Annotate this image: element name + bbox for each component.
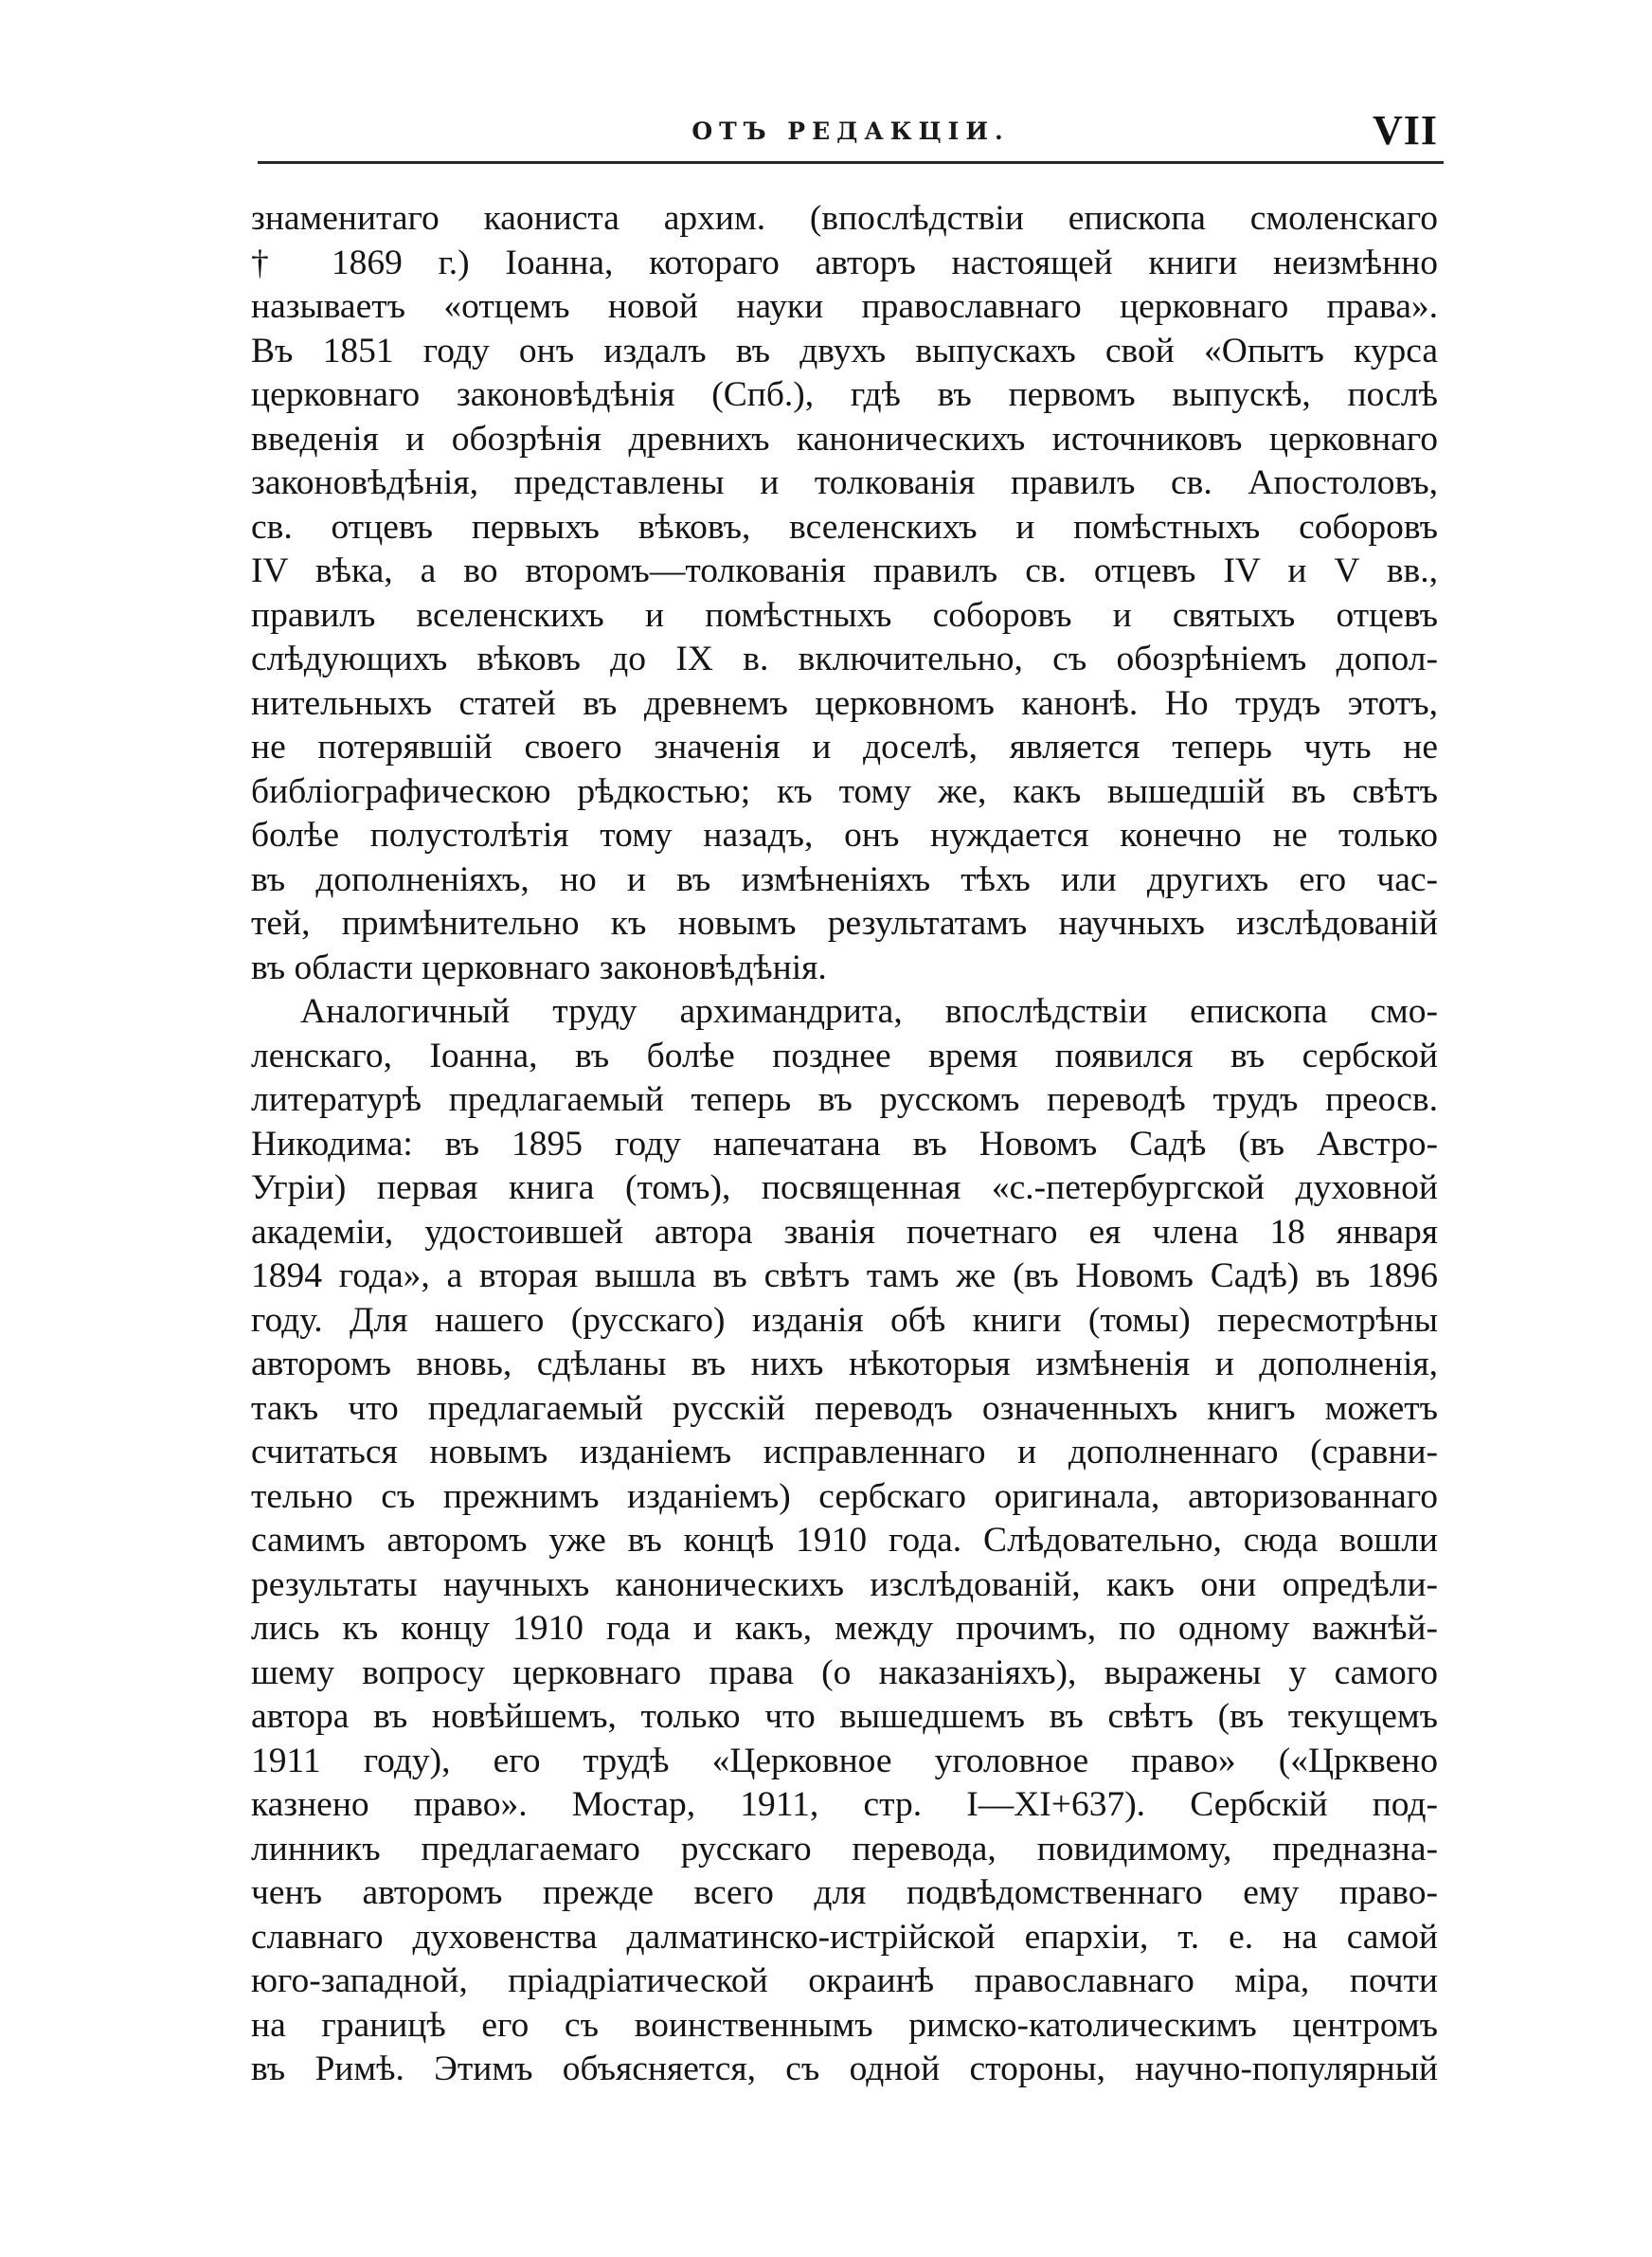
- text-line: тей, примѣнительно къ новымъ результатамъ научныхъ изслѣдованій: [251, 904, 1438, 943]
- text-line: авторомъ вновь, сдѣланы въ нихъ нѣкоторыя измѣненія и дополненія,: [251, 1345, 1438, 1383]
- header-rule: [258, 161, 1444, 164]
- text-line: ченъ авторомъ прежде всего для подвѣдомственнаго ему право-: [251, 1873, 1438, 1912]
- text-line: нительныхъ статей въ древнемъ церковномъ канонѣ. Но трудъ этотъ,: [251, 683, 1438, 723]
- text-line: 1894 года», а вторая вышла въ свѣтъ тамъ же (въ Новомъ Садѣ) въ 1896: [251, 1256, 1438, 1295]
- body-text: [251, 197, 1438, 2092]
- text-line: знаменитаго каониста архим. (впослѣдствіи епископа смоленскаго: [251, 199, 1438, 238]
- text-line: результаты научныхъ каноническихъ изслѣдованій, какъ они опредѣли-: [251, 1564, 1438, 1604]
- text-line: на границѣ его съ воинственнымъ римско-католическимъ центромъ: [251, 2005, 1438, 2045]
- text-line: библіографическою рѣдкостью; къ тому же, какъ вышедшій въ свѣтъ: [251, 771, 1438, 811]
- text-line: автора въ новѣйшемъ, только что вышедшемъ въ свѣтъ (въ текущемъ: [251, 1697, 1438, 1736]
- text-line: болѣе полустолѣтія тому назадъ, онъ нуждается конечно не только: [251, 816, 1438, 855]
- text-line: считаться новымъ изданіемъ исправленнаго и дополненнаго (сравни-: [251, 1433, 1438, 1472]
- text-line: тельно съ прежнимъ изданіемъ) сербскаго оригинала, авторизованнаго: [251, 1476, 1438, 1516]
- text-line: лись къ концу 1910 года и какъ, между прочимъ, по одному важнѣй-: [251, 1609, 1438, 1648]
- text-line: линникъ предлагаемаго русскаго перевода, повидимому, предназна-: [251, 1829, 1438, 1869]
- text-line: слѣдующихъ вѣковъ до IX в. включительно, съ обозрѣніемъ допол-: [251, 640, 1438, 678]
- text-line: Угріи) первая книга (томъ), посвященная «с.-петербургской духовной: [251, 1168, 1438, 1207]
- running-head: ОТЪ РЕДАКЦІИ.: [691, 117, 1010, 145]
- text-line: не потерявшій своего значенія и доселѣ, является теперь чуть не: [251, 728, 1438, 767]
- text-line: законовѣдѣнія, представлены и толкованія правилъ св. Апостоловъ,: [251, 463, 1438, 502]
- text-line: правилъ вселенскихъ и помѣстныхъ соборовъ и святыхъ отцевъ: [251, 595, 1438, 635]
- text-line: св. отцевъ первыхъ вѣковъ, вселенскихъ и помѣстныхъ соборовъ: [251, 507, 1438, 547]
- page-header: [258, 107, 1444, 169]
- text-line: церковнаго законовѣдѣнія (Спб.), гдѣ въ первомъ выпускѣ, послѣ: [251, 375, 1438, 414]
- paragraph: [251, 990, 1438, 2092]
- text-line: Въ 1851 году онъ издалъ въ двухъ выпускахъ свой «Опытъ курса: [251, 331, 1438, 370]
- paragraph: [251, 197, 1438, 990]
- text-line: 1911 году), его трудѣ «Церковное уголовное право» («Црквено: [251, 1741, 1438, 1780]
- text-line: IV вѣка, а во второмъ—толкованія правилъ св. отцевъ IV и V вв.,: [251, 551, 1438, 590]
- text-line: Никодима: въ 1895 году напечатана въ Новомъ Садѣ (въ Австро-: [251, 1124, 1438, 1164]
- text-line: академіи, удостоившей автора званія почетнаго ея члена 18 января: [251, 1212, 1438, 1252]
- text-line: ленскаго, Іоанна, въ болѣе позднее время появился въ сербской: [251, 1036, 1438, 1075]
- text-line: шему вопросу церковнаго права (о наказаніяхъ), выражены у самого: [251, 1652, 1438, 1692]
- text-line: славнаго духовенства далматинско-истрійской епархіи, т. е. на самой: [251, 1917, 1438, 1957]
- text-line: такъ что предлагаемый русскій переводъ означенныхъ книгъ можетъ: [251, 1388, 1438, 1428]
- text-line: литературѣ предлагаемый теперь въ русскомъ переводѣ трудъ преосв.: [251, 1080, 1438, 1119]
- text-line: въ дополненіяхъ, но и въ измѣненіяхъ тѣхъ или другихъ его час-: [251, 859, 1438, 899]
- text-line: самимъ авторомъ уже въ концѣ 1910 года. Слѣдовательно, сюда вошли: [251, 1521, 1438, 1560]
- text-line: введенія и обозрѣнія древнихъ каноническихъ источниковъ церковнаго: [251, 419, 1438, 459]
- text-line: юго-западной, пріадріатической окраинѣ православнаго міра, почти: [251, 1961, 1438, 2000]
- page-number: VII: [1372, 107, 1438, 153]
- text-line: казнено право». Мостар, 1911, стр. I—XI+637). Сербскій под-: [251, 1785, 1438, 1824]
- text-line: въ области церковнаго законовѣдѣнія.: [251, 948, 827, 987]
- text-line: году. Для нашего (русскаго) изданія обѣ книги (томы) пересмотрѣны: [251, 1300, 1438, 1340]
- text-line: называетъ «отцемъ новой науки православнаго церковнаго права».: [251, 287, 1438, 326]
- text-line: Аналогичный труду архимандрита, впослѣдствіи епископа смо-: [300, 992, 1438, 1031]
- text-line: въ Римѣ. Этимъ объясняется, съ одной стороны, научно-популярный: [251, 2049, 1438, 2088]
- text-line: † 1869 г.) Іоанна, котораго авторъ настоящей книги неизмѣнно: [251, 243, 1438, 282]
